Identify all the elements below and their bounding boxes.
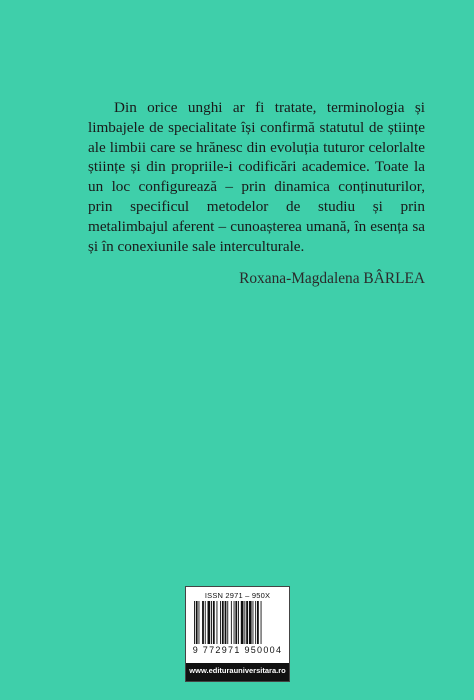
barcode-bar [246,601,248,644]
barcode-bar [241,601,244,644]
barcode-bar [205,601,206,644]
barcode-bars [194,601,283,644]
barcode-bar [257,601,259,644]
barcode-bar [235,601,237,644]
issn-label: ISSN 2971 – 950X [204,591,271,600]
barcode-bar [222,601,224,644]
barcode-bar [244,601,245,644]
quote-author: Roxana-Magdalena BÂRLEA [239,270,425,287]
barcode-block [185,586,290,682]
barcode-bar [249,601,252,644]
barcode-bar [261,601,262,644]
barcode-bar [225,601,227,644]
barcode-bar [255,601,256,644]
barcode-number: 9 772971 950004 [192,645,283,655]
barcode-bar [234,601,235,644]
barcode-bar [253,601,254,644]
barcode-bar [202,601,204,644]
website-url: www.editurauniversitara.ro [189,666,286,675]
barcode-bar [217,601,218,644]
quote-text: Din orice unghi ar fi tratate, terminologia și limbajele de specialitate își confirmă statutul de științe ale limbii care se hrănesc din evoluția tuturor celorlalte științe și din propriile-i codificări academice. Toate la un loc configurează – prin dinamica conținuturilor, prin specificul metodelor de studiu și prin metalimbajul aferent – cunoașterea umană, în esența sa și în conexiunile sale interculturale. [88,99,425,255]
barcode-bar [196,601,198,644]
barcode-bar [213,601,215,644]
barcode-bar [194,601,195,644]
barcode-bar [227,601,228,644]
barcode-bar [199,601,200,644]
website-strip [186,663,289,681]
barcode-bar [211,601,212,644]
barcode-bar [231,601,232,644]
barcode-bar [238,601,239,644]
barcode-bar [220,601,221,644]
barcode-bar [208,601,211,644]
